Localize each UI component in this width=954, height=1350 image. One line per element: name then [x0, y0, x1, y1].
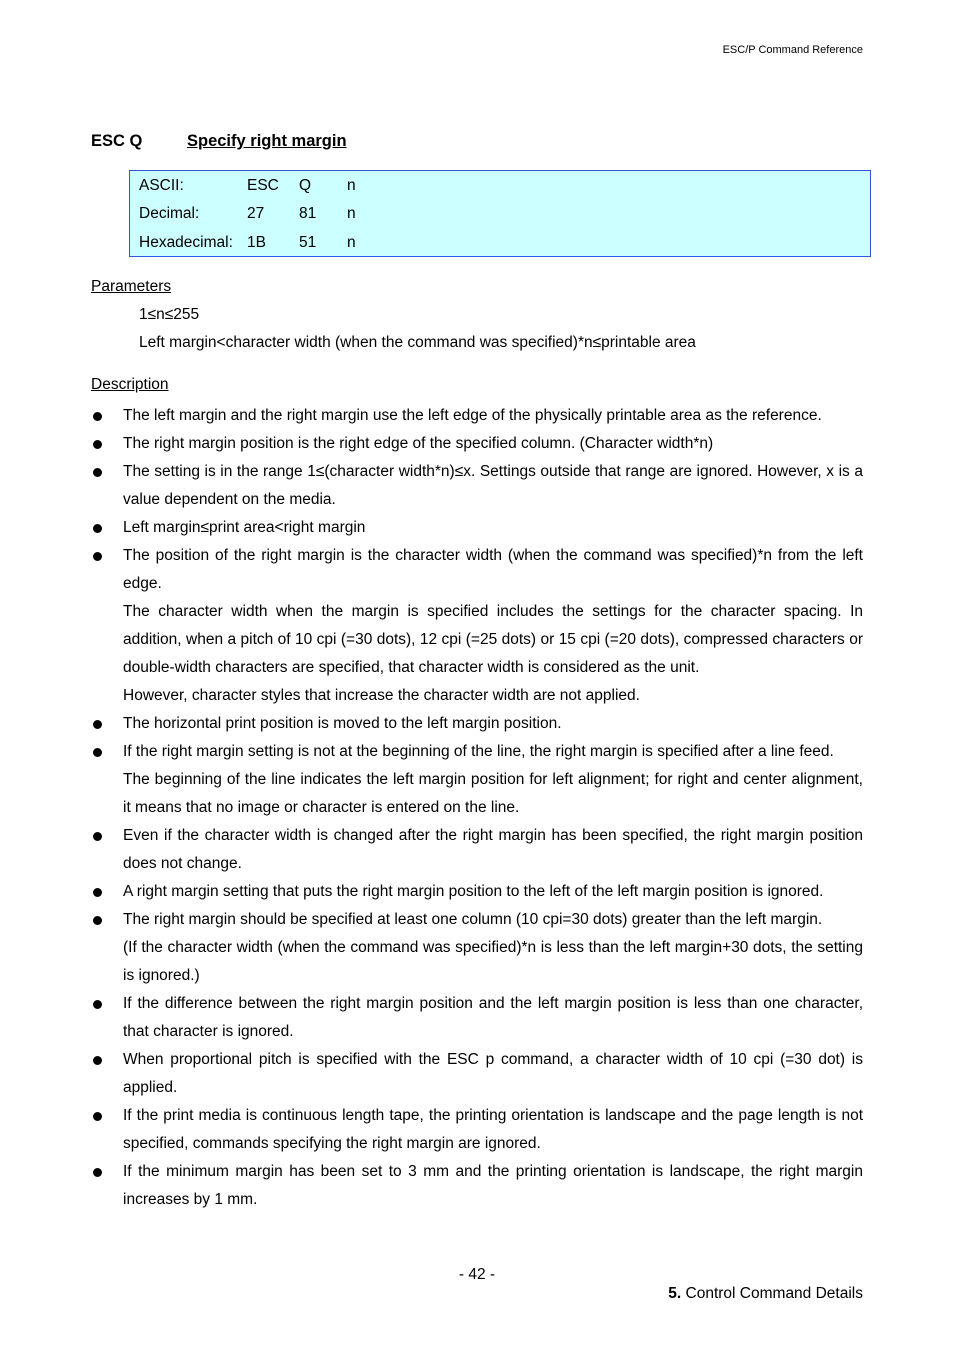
- bullet-text: Left margin≤print area<right margin: [123, 519, 366, 536]
- bullet-text: If the difference between the right margin position and the left margin position is less than one character, that character is ignored.: [123, 995, 863, 1040]
- code-value: ESC: [247, 177, 279, 194]
- bullet-text: If the right margin setting is not at the beginning of the line, the right margin is specified after a line feed.: [123, 743, 834, 760]
- command-code: ESC Q: [91, 132, 143, 150]
- bullet-text: The horizontal print position is moved to the left margin position.: [123, 715, 562, 732]
- header-reference: ESC/P Command Reference: [722, 44, 863, 56]
- description-bullet: [91, 542, 863, 710]
- description-heading: Description: [91, 376, 169, 393]
- bullet-note: The character width when the margin is specified includes the settings for the character spacing. In addition, when a pitch of 10 cpi (=30 dots), 12 cpi (=25 dots) or 15 cpi (=20 dots), compressed characters or double-width characters are specified, that character width is considered as the unit.: [123, 603, 863, 676]
- description-bullet: [91, 402, 863, 430]
- code-value: Q: [299, 177, 312, 194]
- bullet-text: The position of the right margin is the character width (when the command was specified)*n from the left edge.: [123, 547, 863, 592]
- description-bullet: [91, 430, 863, 458]
- bullet-text: The setting is in the range 1≤(character width*n)≤x. Settings outside that range are ignored. However, x is a value dependent on the media.: [123, 463, 863, 508]
- parameter-condition: Left margin<character width (when the command was specified)*n≤printable area: [139, 334, 696, 351]
- code-value: n: [347, 205, 356, 222]
- description-bullet: [91, 514, 863, 542]
- code-label: Decimal:: [139, 205, 200, 222]
- code-value: 27: [247, 205, 265, 222]
- description-bullet: [91, 458, 863, 514]
- code-value: 51: [299, 234, 317, 251]
- page-number: - 42 -: [458, 1266, 496, 1283]
- parameter-range: 1≤n≤255: [139, 306, 200, 323]
- bullet-text: A right margin setting that puts the right margin position to the left of the left margin position is ignored.: [123, 883, 824, 900]
- command-title: [91, 132, 347, 151]
- description-bullet: [91, 710, 863, 738]
- code-value: 1B: [247, 234, 266, 251]
- bullet-text: If the print media is continuous length tape, the printing orientation is landscape and the page length is not specified, commands specifying the right margin are ignored.: [123, 1107, 863, 1152]
- bullet-text: Even if the character width is changed after the right margin has been specified, the right margin position does not change.: [123, 827, 863, 872]
- bullet-note: (If the character width (when the command was specified)*n is less than the left margin+30 dots, the setting is ignored.): [123, 939, 863, 984]
- bullet-text: The left margin and the right margin use the left edge of the physically printable area as the reference.: [123, 407, 822, 424]
- description-bullet: [91, 878, 863, 906]
- chapter-title: Control Command Details: [685, 1285, 863, 1302]
- description-bullet: [91, 1046, 863, 1102]
- description-bullet: [91, 822, 863, 878]
- bullet-text: The right margin should be specified at least one column (10 cpi=30 dots) greater than the left margin.: [123, 911, 823, 928]
- chapter-footer: [668, 1285, 863, 1303]
- code-value: n: [347, 234, 356, 251]
- description-bullet: [91, 990, 863, 1046]
- code-value: n: [347, 177, 356, 194]
- code-value: 81: [299, 205, 317, 222]
- command-code-table: [129, 170, 871, 257]
- bullet-text: When proportional pitch is specified with the ESC p command, a character width of 10 cpi (=30 dot) is applied.: [123, 1051, 863, 1096]
- command-name: Specify right margin: [187, 132, 347, 150]
- bullet-note: However, character styles that increase the character width are not applied.: [123, 687, 640, 704]
- description-bullet: [91, 1102, 863, 1158]
- description-list: [91, 402, 863, 1214]
- parameters-heading: Parameters: [91, 278, 172, 295]
- bullet-note: The beginning of the line indicates the left margin position for left alignment; for right and center alignment, it means that no image or character is entered on the line.: [123, 771, 863, 816]
- description-bullet: [91, 738, 863, 822]
- description-bullet: [91, 906, 863, 990]
- chapter-number: 5.: [668, 1285, 682, 1302]
- bullet-text: If the minimum margin has been set to 3 mm and the printing orientation is landscape, the right margin increases by 1 mm.: [123, 1163, 863, 1208]
- code-label: ASCII:: [139, 177, 184, 194]
- bullet-text: The right margin position is the right edge of the specified column. (Character width*n): [123, 435, 714, 452]
- code-label: Hexadecimal:: [139, 234, 233, 251]
- description-bullet: [91, 1158, 863, 1214]
